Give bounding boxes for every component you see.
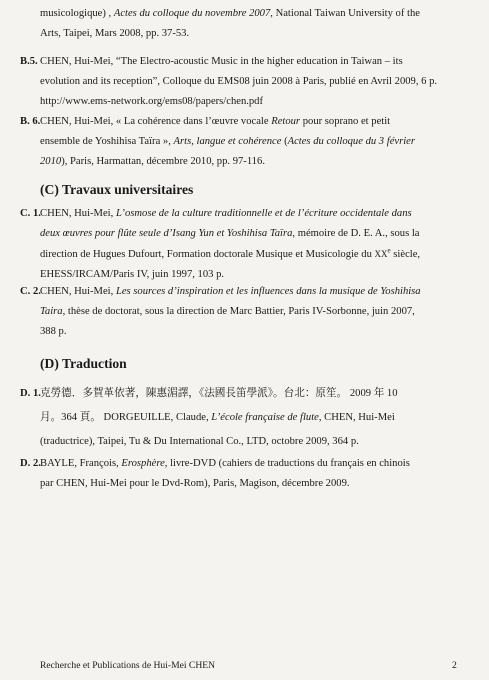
entry-line: CHEN, Hui-Mei, “The Electro-acoustic Music in the higher education in Taiwan – its <box>40 56 403 67</box>
section-heading-d: (D) Traduction <box>40 356 127 371</box>
entry-line: 月。364 頁。 DORGEUILLE, Claude, L’école française de flute, CHEN, Hui-Mei <box>40 412 395 423</box>
continued-line-2: Arts, Taipei, Mars 2008, pp. 37-53. <box>40 28 190 39</box>
page-footer: Recherche et Publications de Hui-Mei CHEN <box>40 660 216 671</box>
entry-line: BAYLE, François, Erosphère, livre-DVD (cahiers de traductions du français en chinois <box>40 458 410 469</box>
entry-ref: B.5. <box>20 56 38 67</box>
entry-line: CHEN, Hui-Mei, « La cohérence dans l’œuvre vocale Retour pour soprano et petit <box>40 116 391 127</box>
entry-line: par CHEN, Hui-Mei pour le Dvd-Rom), Paris, Magison, décembre 2009. <box>40 478 350 489</box>
entry-ref: D. 2. <box>20 458 41 469</box>
entry-line: ensemble de Yoshihisa Taïra », Arts, langue et cohérence (Actes du colloque du 3 février <box>40 136 415 147</box>
entry-line: (traductrice), Taipei, Tu & Du International Co., LTD, octobre 2009, 364 p. <box>40 436 359 447</box>
entry-line: evolution and its reception”, Colloque du EMS08 juin 2008 à Paris, publié en Avril 2009, 6 p. <box>40 76 438 87</box>
entry-line: CHEN, Hui-Mei, Les sources d’inspiration et les influences dans la musique de Yoshihisa <box>40 286 421 297</box>
entry-url: http://www.ems-network.org/ems08/papers/chen.pdf <box>40 96 264 107</box>
entry-line: EHESS/IRCAM/Paris IV, juin 1997, 103 p. <box>40 269 225 280</box>
entry-line: deux œuvres pour flûte seule d’Isang Yun et Yoshihisa Taïra, mémoire de D. E. A., sous la <box>40 228 420 239</box>
entry-ref: C. 1. <box>20 208 41 219</box>
entry-ref: C. 2. <box>20 286 41 297</box>
entry-ref: B. 6. <box>20 116 41 127</box>
entry-line: direction de Hugues Dufourt, Formation doctorale Musique et Musicologie du XXe siècle, <box>40 246 421 260</box>
entry-ref: D. 1. <box>20 388 41 399</box>
entry-line: 388 p. <box>40 326 67 337</box>
continued-line-1: musicologique) , Actes du colloque du novembre 2007, National Taiwan University of the <box>40 8 420 19</box>
entry-line-chinese: 克勞德．多賀革依著，陳惠湄譯，《法國長笛學派》。台北：原笙。 2009 年 10 <box>40 388 398 399</box>
entry-line: 2010), Paris, Harmattan, décembre 2010, pp. 97-116. <box>40 156 265 167</box>
section-heading-c: (C) Travaux universitaires <box>40 182 194 197</box>
entry-line: CHEN, Hui-Mei, L’osmose de la culture traditionnelle et de l’écriture occidentale dans <box>40 208 412 219</box>
entry-line: Taira, thèse de doctorat, sous la direction de Marc Battier, Paris IV-Sorbonne, juin 2007, <box>40 306 415 317</box>
page-number: 2 <box>452 660 457 671</box>
